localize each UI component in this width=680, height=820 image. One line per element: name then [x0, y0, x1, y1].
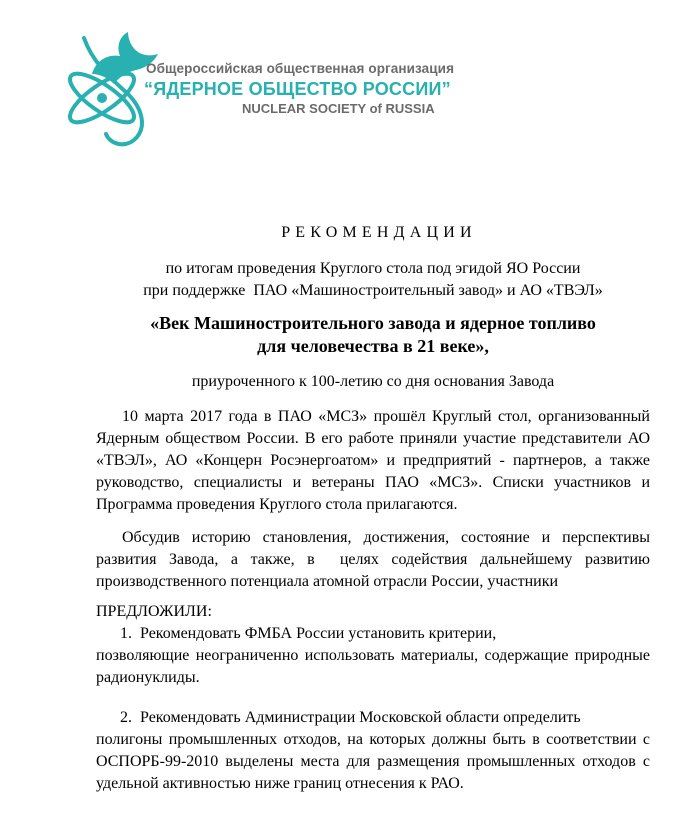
item-2-continuation: полигоны промышленных отходов, на которых должны быть в соответствии с ОСПОРБ-99-2010 выделены места для размещения промышленных отходов с удельной активностью ниже границ отнесения к РАО.	[96, 731, 650, 792]
item-1-first-line: 1. Рекомендовать ФМБА России установить критерии,	[120, 625, 497, 642]
dedication-line: приуроченного к 100-летию со дня основания Завода	[191, 373, 555, 390]
organization-name: “ЯДЕРНОЕ ОБЩЕСТВО РОССИИ”	[144, 79, 451, 99]
round-table-name	[96, 312, 650, 358]
organization-name-english: NUCLEAR SOCIETY of RUSSIA	[242, 101, 435, 116]
subtitle-line-2: при поддержке ПАО «Машиностроительный завод» и АО «ТВЭЛ»	[143, 282, 603, 299]
item-2-first-line: 2. Рекомендовать Администрации Московской области определить	[120, 709, 581, 726]
headline-line-2: для человечества в 21 веке»,	[257, 336, 489, 356]
paragraph-intro: 10 марта 2017 года в ПАО «МСЗ» прошёл Круглый стол, организованный Ядерным обществом России. В его работе приняли участие представители АО «ТВЭЛ», АО «Концерн Росэнергоатом» и предприятий - партнеров, а также руководство, специалисты и ветераны ПАО «МСЗ». Списки участников и Программа проведения Круглого стола прилагаются.	[96, 408, 650, 513]
organization-type: Общероссийская общественная организация	[146, 61, 455, 76]
recommendation-item-2	[96, 707, 650, 795]
paragraph-discussion: Обсудив историю становления, достижения, состояние и перспективы развития Завода, а также, в целях содействия дальнейшему развитию производственного потенциала атомной отрасли России, участники	[96, 529, 654, 590]
headline-line-1: «Век Машиностроительного завода и ядерное топливо	[150, 313, 596, 333]
proposed-heading: ПРЕДЛОЖИЛИ:	[96, 603, 212, 620]
recommendation-item-1	[96, 623, 650, 689]
organization-header	[146, 60, 454, 118]
document-subtitle	[96, 258, 650, 302]
subtitle-line-1: по итогам проведения Круглого стола под эгидой ЯО России	[165, 260, 581, 277]
item-1-continuation: позволяющие неограниченно использовать материалы, содержащие природные радионуклиды.	[96, 647, 650, 686]
document-title: РЕКОМЕНДАЦИИ	[281, 224, 477, 241]
